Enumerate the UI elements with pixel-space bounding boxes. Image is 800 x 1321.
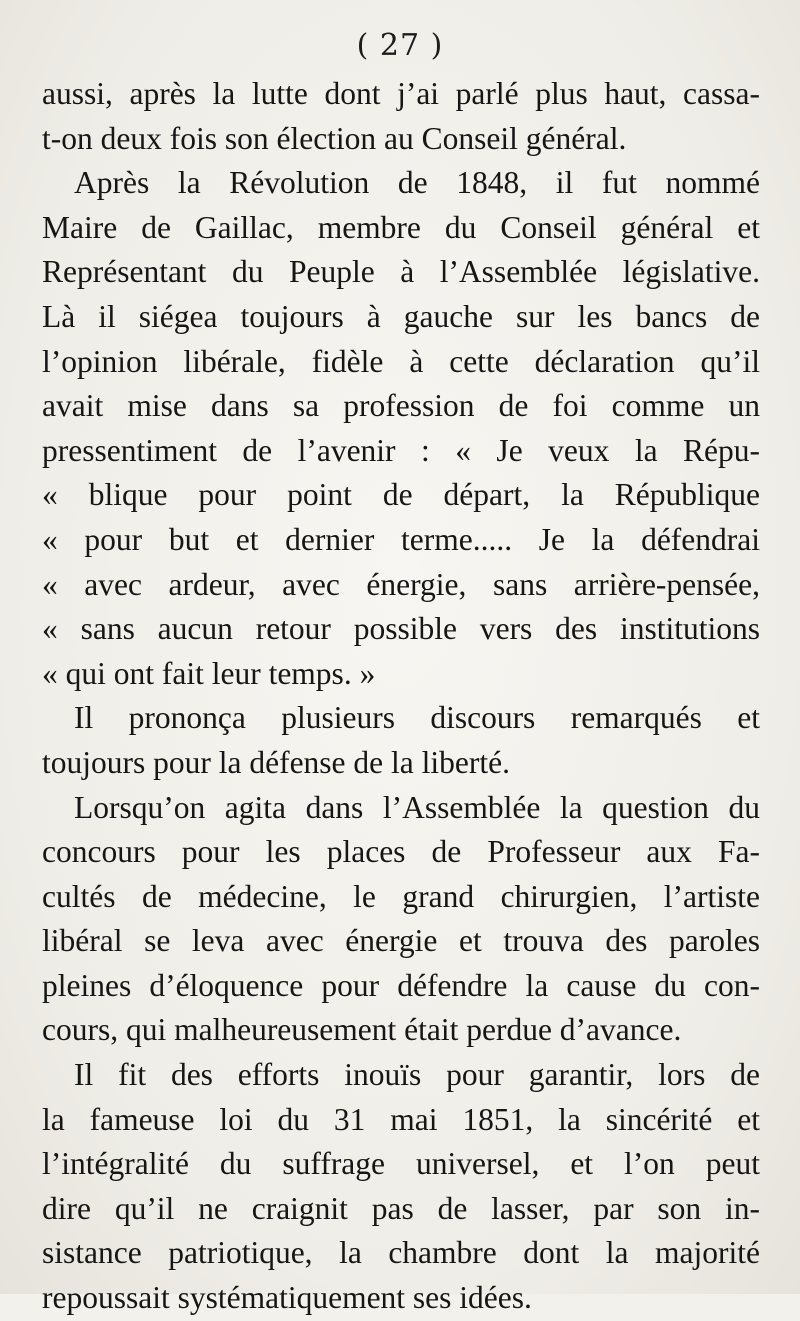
text-line: t-on deux fois son élection au Conseil général. (42, 120, 627, 156)
text-line: aussi, après la lutte dont j’ai parlé plus haut, cassa- (42, 76, 760, 111)
text-line: Il fit des efforts inouïs pour garantir, lors de (74, 1057, 760, 1093)
text-line: Maire de Gaillac, membre du Conseil général et (42, 209, 760, 245)
text-line: Là il siégea toujours à gauche sur les bancs de (42, 298, 760, 334)
text-line: pressentiment de l’avenir : « Je veux la Répu- (42, 432, 760, 468)
text-line: Après la Révolution de 1848, il fut nommé (74, 165, 760, 201)
text-line: pleines d’éloquence pour défendre la cause du con- (42, 967, 760, 1003)
text-line: dire qu’il ne craignit pas de lasser, par son in- (42, 1190, 760, 1226)
text-line: sistance patriotique, la chambre dont la majorité (42, 1235, 760, 1271)
text-line: « blique pour point de départ, la République (42, 477, 760, 513)
text-line: « pour but et dernier terme..... Je la défendrai (42, 521, 760, 557)
text-line: « avec ardeur, avec énergie, sans arrière-pensée, (42, 566, 760, 602)
text-line: Représentant du Peuple à l’Assemblée législative. (42, 254, 760, 290)
page-number: ( 27 ) (356, 28, 444, 63)
text-line: libéral se leva avec énergie et trouva des paroles (42, 923, 760, 959)
text-line: concours pour les places de Professeur aux Fa- (42, 834, 760, 870)
text-line: Lorsqu’on agita dans l’Assemblée la question du (74, 789, 760, 825)
text-line: l’intégralité du suffrage universel, et l’on peut (42, 1146, 760, 1182)
text-line: Il prononça plusieurs discours remarqués et (74, 700, 760, 736)
text-line: « qui ont fait leur temps. » (42, 655, 376, 691)
text-line: l’opinion libérale, fidèle à cette déclaration qu’il (42, 343, 760, 379)
text-line: cours, qui malheureusement était perdue d’avance. (42, 1012, 682, 1048)
text-line: toujours pour la défense de la liberté. (42, 744, 510, 780)
text-line: cultés de médecine, le grand chirurgien, l’artiste (42, 878, 760, 914)
text-line: repoussait systématiquement ses idées. (42, 1280, 532, 1316)
text-line: la fameuse loi du 31 mai 1851, la sincérité et (42, 1101, 760, 1137)
text-line: « sans aucun retour possible vers des institutions (42, 611, 760, 647)
text-line: avait mise dans sa profession de foi comme un (42, 388, 760, 424)
body-text (42, 72, 760, 1321)
